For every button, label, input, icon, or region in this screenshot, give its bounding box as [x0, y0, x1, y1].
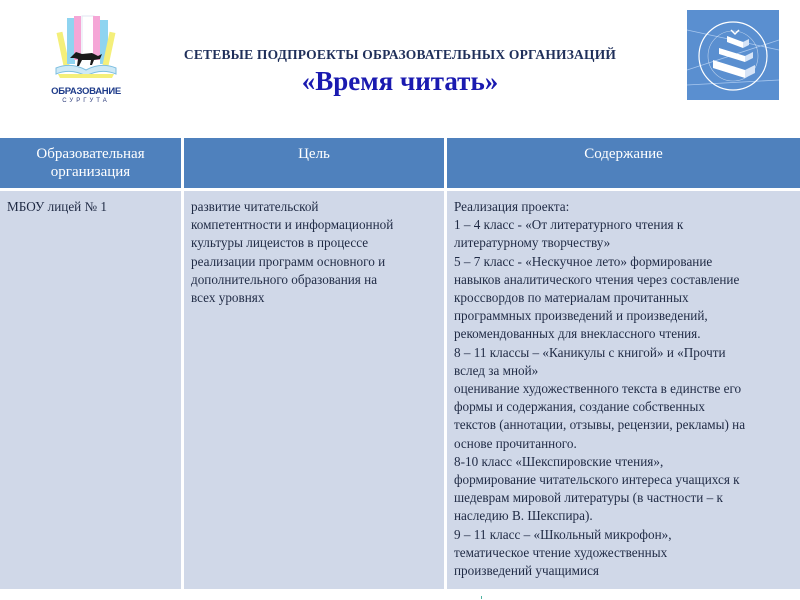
logo-text-sub: СУРГУТА: [62, 98, 110, 104]
cell-text: реализации программ основного и: [191, 253, 386, 269]
column-header-line: Содержание: [584, 146, 663, 162]
cell-text: текстов (аннотации, отзывы, рецензии, рекламы) на: [454, 417, 746, 433]
column-header-organization: [0, 138, 181, 188]
logo-text-main: ОБРАЗОВАНИЕ: [51, 86, 121, 97]
column-header-line: Цель: [298, 146, 330, 162]
stacked-books-emblem-icon: [687, 10, 779, 100]
cell-organization: [0, 191, 181, 589]
cell-text: тематическое чтение художественных: [454, 544, 668, 560]
cell-text: Реализация проекта:: [454, 199, 570, 214]
cell-text: навыков аналитического чтения через составление: [454, 271, 740, 287]
books-fox-emblem-icon: [46, 12, 126, 86]
cell-text: оценивание художественного текста в единстве его: [454, 381, 742, 397]
cell-text: формирование читательского интереса учащихся к: [454, 472, 740, 488]
cell-text: 1 – 4 класс - «От литературного чтения к: [454, 217, 684, 233]
column-header-goal: [184, 138, 444, 188]
column-header-line: организация: [50, 164, 131, 180]
cell-text: произведений учащимися: [454, 563, 599, 579]
cell-text: программных произведений и произведений,: [454, 308, 708, 324]
cell-text: дополнительного образования на: [191, 271, 378, 287]
cell-text: рекомендованных для внеклассного чтения.: [454, 326, 701, 342]
cell-text: 5 – 7 класс - «Нескучное лето» формирование: [454, 253, 713, 269]
cell-text: наследию В. Шекспира).: [454, 508, 593, 524]
obrazovanie-surguta-logo: [46, 12, 126, 107]
cell-content: [447, 191, 800, 589]
table-header-row: [0, 138, 800, 188]
informatsionno-metodicheskiy-tsentr-logo: [687, 10, 779, 100]
cell-text: компетентности и информационной: [191, 217, 394, 233]
cell-text: развитие читательской: [191, 199, 319, 214]
cell-text: МБОУ лицей № 1: [7, 199, 108, 214]
projects-table: [0, 138, 800, 589]
cell-text: 8-10 класс «Шекспировские чтения»,: [454, 453, 664, 469]
column-header-line: Образовательная: [36, 146, 145, 162]
cell-text: 8 – 11 классы – «Каникулы с книгой» и «Прочти: [454, 344, 726, 360]
cell-text: формы и содержания, создание собственных: [454, 399, 705, 415]
cell-text: культуры лицеистов в процессе: [191, 235, 369, 251]
cell-text: кроссвордов по материалам прочитанных: [454, 290, 689, 306]
cell-text: литературному творчеству»: [454, 235, 611, 251]
page-title: «Время читать»: [301, 66, 499, 96]
cell-text: шедеврам мировой литературы (в частности – к: [454, 490, 723, 506]
cell-text: основе прочитанного.: [454, 435, 577, 451]
page-subtitle: СЕТЕВЫЕ ПОДПРОЕКТЫ ОБРАЗОВАТЕЛЬНЫХ ОРГАНИЗАЦИЙ: [183, 47, 617, 62]
cell-text: 9 – 11 класс – «Школьный микрофон»,: [454, 526, 672, 542]
cell-text: всех уровнях: [191, 290, 265, 306]
table-row: [0, 191, 800, 589]
cell-goal: [184, 191, 444, 589]
decorative-mark: [481, 596, 482, 599]
cell-text: вслед за мной»: [454, 362, 539, 378]
column-header-content: [447, 138, 800, 188]
